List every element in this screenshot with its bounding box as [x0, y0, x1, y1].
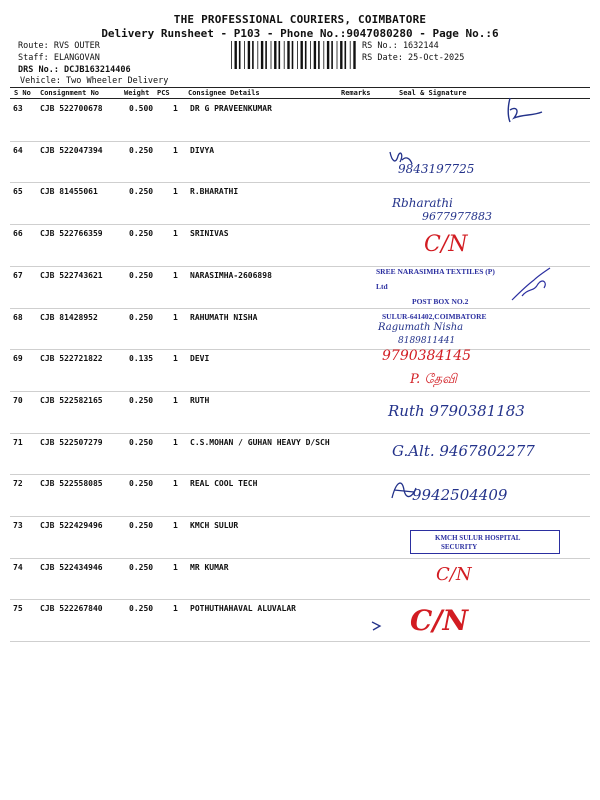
cell-weight: 0.135	[129, 354, 154, 364]
barcode-bar	[340, 41, 342, 69]
cell-sno: 65	[13, 187, 23, 197]
handwriting-row-69-name: P. தேவி	[410, 372, 457, 387]
cell-sno: 72	[13, 479, 23, 489]
row-divider	[10, 641, 590, 642]
column-header-pcs: PCS	[157, 89, 170, 97]
stamp-line-2: POST BOX NO.2	[412, 297, 469, 306]
barcode-bar	[252, 41, 254, 69]
cell-consignment-no: CJB 522429496	[40, 521, 103, 530]
table-row	[0, 225, 600, 267]
cell-consignee: KMCH SULUR	[190, 521, 239, 530]
cell-consignee: DR G PRAVEENKUMAR	[190, 104, 272, 113]
barcode-bar	[235, 41, 237, 69]
cell-sno: 75	[13, 604, 23, 614]
vehicle-label: Vehicle: Two Wheeler Delivery	[20, 76, 169, 86]
barcode-bar	[337, 41, 338, 69]
barcode-bar	[327, 41, 329, 69]
cell-sno: 69	[13, 354, 23, 364]
route-label: Route: RVS OUTER	[18, 41, 100, 51]
table-row	[0, 434, 600, 476]
cell-consignee: DEVI	[190, 354, 210, 364]
handwriting-row-72: 9942504409	[412, 486, 508, 504]
cell-pcs: 1	[173, 521, 178, 530]
barcode-bar	[350, 41, 351, 69]
barcode-bar	[297, 41, 298, 69]
cn-mark-row-66: C/N	[424, 232, 468, 257]
barcode-bar	[301, 41, 303, 69]
rs-date: RS Date: 25-Oct-2025	[362, 53, 465, 63]
barcode-bar	[323, 41, 324, 69]
table-row	[0, 183, 600, 225]
cell-weight: 0.250	[129, 562, 154, 572]
cell-sno: 68	[13, 312, 23, 322]
cell-consignee: DIVYA	[190, 145, 215, 155]
company-title: THE PROFESSIONAL COURIERS, COIMBATORE	[173, 13, 427, 26]
barcode-bar	[331, 41, 333, 69]
cell-sno: 67	[13, 270, 23, 280]
barcode-bar	[231, 41, 232, 69]
cell-sno: 73	[13, 521, 23, 530]
handwriting-row-65-phone: 9677977883	[422, 210, 492, 223]
handwriting-row-71: G.Alt. 9467802277	[392, 442, 535, 460]
barcode-bar	[345, 41, 347, 69]
cell-pcs: 1	[173, 562, 178, 572]
cell-consignment-no: CJB 522721822	[40, 354, 103, 364]
cell-sno: 71	[13, 437, 23, 447]
table-row	[0, 309, 600, 351]
cell-pcs: 1	[173, 229, 178, 239]
runsheet-subtitle: Delivery Runsheet - P103 - Phone No.:9047080280 - Page No.:6	[101, 27, 499, 40]
stamp-row-73-name: KMCH SULUR HOSPITAL	[435, 534, 521, 542]
cell-weight: 0.500	[129, 104, 154, 113]
barcode-bar	[257, 41, 258, 69]
table-row	[0, 559, 600, 601]
barcode-bar	[287, 41, 289, 69]
cell-consignment-no: CJB 522582165	[40, 395, 103, 405]
stamp-row-73	[410, 530, 560, 554]
cell-consignee: POTHUTHAHAVAL ALUVALAR	[190, 604, 296, 614]
drs-number: DRS No.: DCJB163214406	[18, 65, 131, 75]
cell-pcs: 1	[173, 187, 178, 197]
cell-weight: 0.250	[129, 437, 154, 447]
cell-pcs: 1	[173, 395, 178, 405]
handwriting-row-65-name: Rbharathi	[392, 196, 453, 210]
barcode-bar	[284, 41, 285, 69]
cell-weight: 0.250	[129, 145, 154, 155]
cell-pcs: 1	[173, 354, 178, 364]
barcode-bar	[248, 41, 250, 69]
barcode-bar	[244, 41, 245, 69]
cell-weight: 0.250	[129, 187, 154, 197]
cell-consignment-no: CJB 522700678	[40, 104, 103, 113]
cell-weight: 0.250	[129, 521, 154, 530]
rs-number: RS No.: 1632144	[362, 41, 439, 51]
column-header-weight: Weight	[124, 89, 150, 97]
cell-consignee: C.S.MOHAN / GUHAN HEAVY D/SCH	[190, 437, 330, 447]
cell-consignment-no: CJB 522558085	[40, 479, 103, 489]
cell-weight: 0.250	[129, 270, 154, 280]
cell-pcs: 1	[173, 145, 178, 155]
cell-weight: 0.250	[129, 479, 154, 489]
cell-consignment-no: CJB 522434946	[40, 562, 103, 572]
column-header-consignee: Consignee Details	[188, 89, 260, 97]
barcode-bar	[314, 41, 316, 69]
cn-mark-row-75: C/N	[410, 604, 469, 637]
cell-consignment-no: CJB 522766359	[40, 229, 103, 239]
barcode-bar	[274, 41, 276, 69]
staff-label: Staff: ELANGOVAN	[18, 53, 100, 63]
column-header-sno: S No	[14, 89, 31, 97]
cell-consignment-no: CJB 81455061	[40, 187, 98, 197]
table-row	[0, 350, 600, 392]
cell-consignment-no: CJB 522267840	[40, 604, 103, 614]
barcode-bar	[265, 41, 267, 69]
cell-pcs: 1	[173, 479, 178, 489]
cell-consignee: SRINIVAS	[190, 229, 229, 239]
stamp-row-73-sub: SECURITY	[441, 543, 478, 551]
cell-consignment-no: CJB 81428952	[40, 312, 98, 322]
table-row	[0, 392, 600, 434]
column-header-remarks: Remarks	[341, 89, 371, 97]
cell-weight: 0.250	[129, 395, 154, 405]
cell-consignee: MR KUMAR	[190, 562, 229, 572]
cell-weight: 0.250	[129, 229, 154, 239]
cell-pcs: 1	[173, 437, 178, 447]
cn-mark-row-74: C/N	[436, 564, 472, 585]
drs-barcode	[230, 41, 358, 69]
cell-sno: 74	[13, 562, 23, 572]
cell-sno: 66	[13, 229, 23, 239]
cell-pcs: 1	[173, 270, 178, 280]
barcode-bar	[261, 41, 263, 69]
barcode-bar	[318, 41, 320, 69]
cell-consignee: R.BHARATHI	[190, 187, 239, 197]
table-row	[0, 100, 600, 142]
cell-consignee: NARASIMHA-2606898	[190, 270, 272, 280]
stamp-line-3: SULUR-641402,COIMBATORE	[382, 312, 487, 321]
cell-weight: 0.250	[129, 604, 154, 614]
table-row	[0, 142, 600, 184]
barcode-bar	[239, 41, 241, 69]
handwriting-row-64: 9843197725	[398, 162, 475, 176]
cell-sno: 63	[13, 104, 23, 113]
cell-consignment-no: CJB 522047394	[40, 145, 103, 155]
handwriting-row-68-phone: 8189811441	[398, 336, 456, 346]
column-header-signature: Seal & Signature	[399, 89, 467, 97]
cell-pcs: 1	[173, 604, 178, 614]
stamp-line-1: SREE NARASIMHA TEXTILES (P) Ltd	[376, 267, 495, 291]
handwriting-row-68-phone-red: 9790384145	[382, 348, 472, 364]
cell-sno: 64	[13, 145, 23, 155]
cell-consignee: RAHUMATH NISHA	[190, 312, 258, 322]
cell-pcs: 1	[173, 104, 178, 113]
table-row	[0, 475, 600, 517]
barcode-bar	[292, 41, 294, 69]
barcode-bar	[305, 41, 307, 69]
cell-pcs: 1	[173, 312, 178, 322]
cell-consignment-no: CJB 522743621	[40, 270, 103, 280]
barcode-bar	[279, 41, 281, 69]
cell-sno: 70	[13, 395, 23, 405]
stamp-row-67	[376, 264, 504, 324]
handwriting-row-70: Ruth 9790381183	[388, 402, 525, 420]
header-top-rule	[10, 87, 590, 88]
table-row	[0, 600, 600, 642]
column-header-consignment: Consignment No	[40, 89, 100, 97]
barcode-bar	[353, 41, 355, 69]
cell-consignment-no: CJB 522507279	[40, 437, 103, 447]
table-row	[0, 267, 600, 309]
cell-consignee: REAL COOL TECH	[190, 479, 258, 489]
barcode-bar	[271, 41, 272, 69]
cell-weight: 0.250	[129, 312, 154, 322]
header-bottom-rule	[10, 98, 590, 99]
barcode-bar	[310, 41, 311, 69]
cell-consignee: RUTH	[190, 395, 210, 405]
handwriting-row-68-name: Ragumath Nisha	[378, 322, 464, 333]
